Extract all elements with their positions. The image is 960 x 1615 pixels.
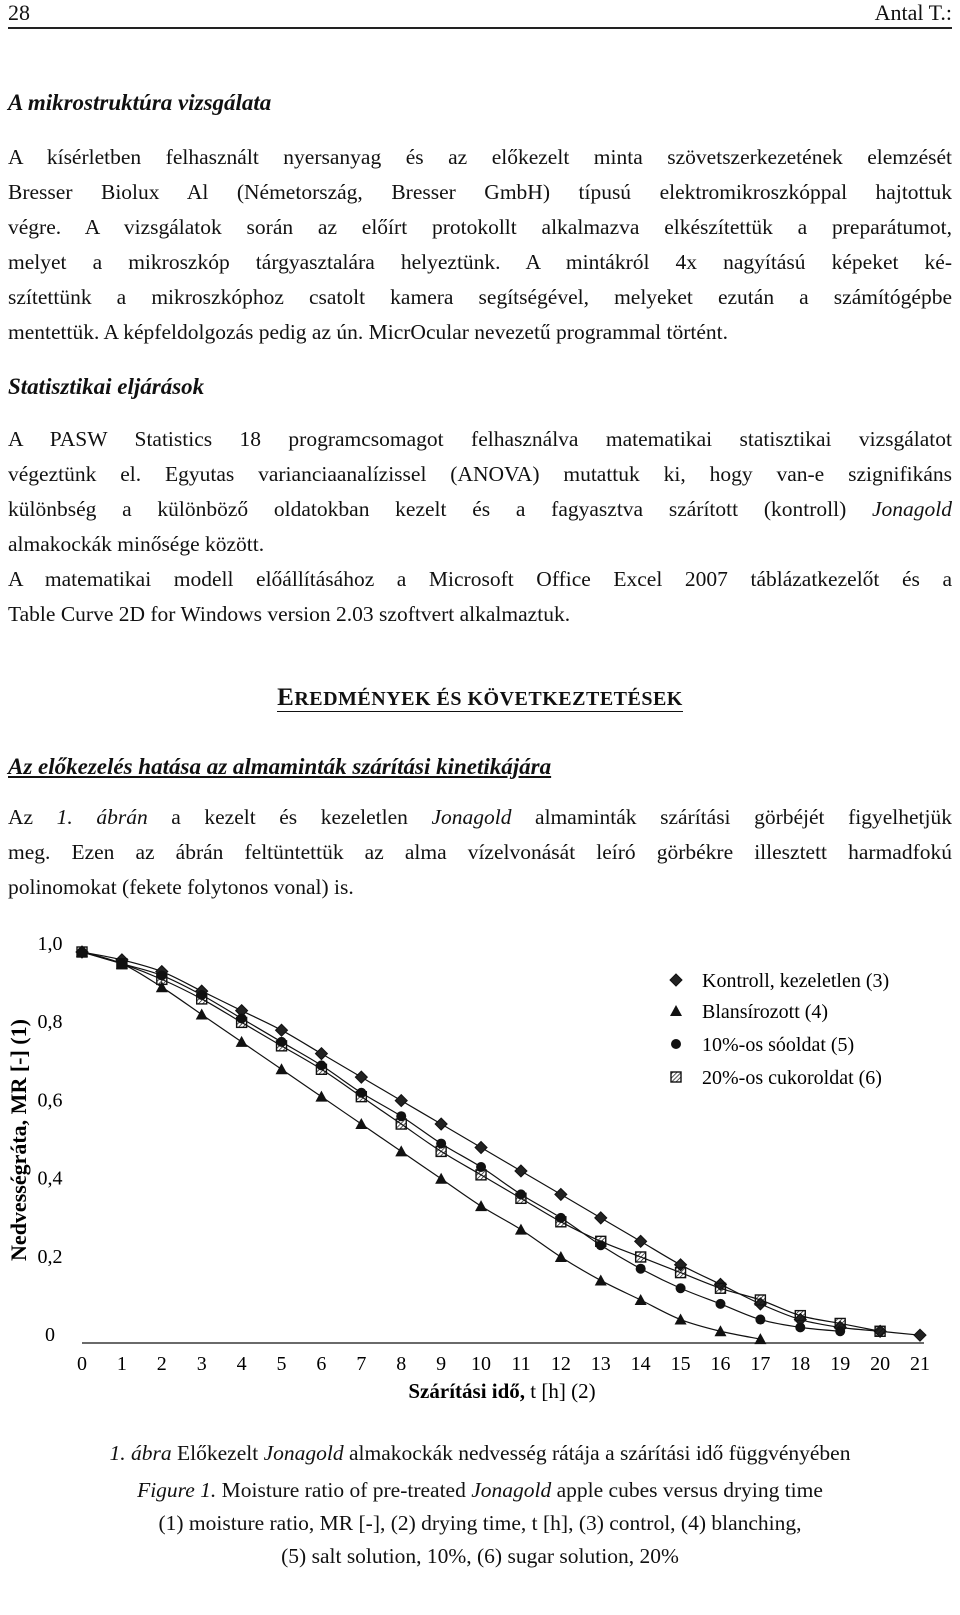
x-tick-label: 5 bbox=[276, 1353, 287, 1375]
data-point-circle bbox=[715, 1299, 725, 1309]
legend-entry-label: Kontroll, kezeletlen (3) bbox=[702, 970, 890, 992]
x-tick-label: 11 bbox=[511, 1353, 531, 1375]
text-line: polinomokat (fekete folytonos vonal) is. bbox=[8, 875, 354, 899]
legend-entry-label: Blansírozott (4) bbox=[702, 1001, 829, 1023]
data-point-square bbox=[596, 1236, 606, 1246]
figure-label: Figure 1. bbox=[137, 1478, 217, 1502]
subsection-title: Az előkezelés hatása az almaminták szárítási kinetikájára bbox=[8, 754, 552, 779]
data-point-diamond bbox=[435, 1118, 447, 1130]
heading-initial: E bbox=[277, 684, 295, 711]
x-tick-label: 21 bbox=[910, 1353, 930, 1375]
page-number: 28 bbox=[8, 0, 30, 25]
data-point-triangle bbox=[355, 1118, 367, 1129]
x-tick-label: 14 bbox=[630, 1353, 651, 1375]
data-point-diamond bbox=[355, 1071, 367, 1083]
data-point-triangle bbox=[196, 1009, 208, 1020]
section-title-microstructure: A mikrostruktúra vizsgálata bbox=[8, 90, 272, 115]
data-point-triangle bbox=[435, 1173, 447, 1184]
text-line: A matematikai modell előállításához a Microsoft Office Excel 2007 táblázatkezelőt és a bbox=[8, 567, 952, 591]
data-point-diamond bbox=[595, 1212, 607, 1224]
x-tick-label: 7 bbox=[356, 1353, 367, 1375]
y-tick-label: 0 bbox=[45, 1324, 55, 1346]
text-line: melyet a mikroszkóp tárgyasztalára helyeztünk. A mintákról 4x nagyítású képeket ké- bbox=[8, 250, 952, 274]
data-point-triangle bbox=[635, 1294, 647, 1305]
drying-curve-chart bbox=[0, 930, 960, 1410]
data-point-square bbox=[636, 1252, 646, 1262]
caption-text: almakockák nedvesség rátája a szárítási idő függvényében bbox=[349, 1441, 851, 1465]
data-point-triangle bbox=[595, 1274, 607, 1285]
x-tick-label: 17 bbox=[750, 1353, 771, 1375]
text-line: Bresser Biolux Al (Németország, Bresser GmbH) típusú elektromikroszkóppal hajtottuk bbox=[8, 180, 952, 204]
text-line: végeztünk el. Egyutas varianciaanalízissel (ANOVA) mutattuk ki, hogy van-e szignifikáns bbox=[8, 462, 952, 486]
text-line bbox=[8, 800, 952, 835]
running-author: Antal T.: bbox=[874, 0, 952, 25]
caption-text: Moisture ratio of pre-treated bbox=[221, 1478, 466, 1502]
x-tick-label: 15 bbox=[670, 1353, 691, 1375]
text-line: almakockák minősége között. bbox=[8, 532, 265, 556]
chart-legend bbox=[670, 970, 889, 1089]
fit-curve bbox=[82, 952, 760, 1339]
data-point-diamond bbox=[276, 1024, 288, 1036]
data-point-triangle bbox=[276, 1063, 288, 1074]
data-point-square bbox=[197, 994, 207, 1004]
x-tick-label: 19 bbox=[830, 1353, 851, 1375]
y-axis-label: Nedvességráta, MR [-] (1) bbox=[6, 1019, 31, 1261]
tick-labels bbox=[38, 933, 931, 1375]
y-tick-label: 0,4 bbox=[37, 1167, 63, 1190]
data-point-square bbox=[396, 1119, 406, 1129]
data-point-diamond bbox=[475, 1142, 487, 1154]
text-line: A kísérletben felhasznált nyersanyag és az előkezelt minta szövetszerkezetének elemzését bbox=[8, 145, 952, 169]
x-tick-label: 18 bbox=[790, 1353, 811, 1375]
data-point-square bbox=[676, 1268, 686, 1278]
data-point-square bbox=[835, 1318, 845, 1328]
text-line bbox=[8, 492, 952, 527]
data-point-square bbox=[316, 1064, 326, 1074]
caption-legend-line: (5) salt solution, 10%, (6) sugar solution, 20% bbox=[281, 1544, 679, 1568]
paragraph-statistics bbox=[8, 422, 952, 632]
x-axis-label-rest: t [h] (2) bbox=[530, 1379, 596, 1403]
caption-text: apple cubes versus drying time bbox=[556, 1478, 823, 1502]
data-point-square bbox=[755, 1295, 765, 1305]
x-tick-label: 8 bbox=[396, 1353, 407, 1375]
text-line: A PASW Statistics 18 programcsomagot felhasználva matematikai statisztikai vizsgálatot bbox=[8, 427, 952, 451]
data-point-square bbox=[117, 959, 127, 969]
x-tick-label: 20 bbox=[870, 1353, 891, 1375]
data-point-square bbox=[715, 1283, 725, 1293]
data-point-diamond bbox=[395, 1095, 407, 1107]
legend-entry-label: 20%-os cukoroldat (6) bbox=[702, 1067, 882, 1089]
figure-ref: 1. ábrán bbox=[56, 805, 148, 829]
caption-text: Előkezelt bbox=[177, 1441, 259, 1465]
text-segment: Az bbox=[8, 805, 34, 829]
data-point-triangle bbox=[395, 1145, 407, 1156]
data-point-square bbox=[875, 1326, 885, 1336]
y-tick-label: 0,6 bbox=[37, 1089, 63, 1112]
cultivar-name: Jonagold bbox=[471, 1478, 552, 1502]
text-segment: almaminták szárítási görbéjét figyelhetjük bbox=[535, 805, 952, 829]
cultivar-name: Jonagold bbox=[871, 497, 953, 521]
data-point-square bbox=[671, 1072, 681, 1082]
data-point-triangle bbox=[236, 1036, 248, 1047]
x-tick-label: 16 bbox=[710, 1353, 731, 1375]
y-tick-label: 0,8 bbox=[37, 1011, 63, 1034]
data-point-diamond bbox=[670, 974, 682, 986]
y-tick-label: 1,0 bbox=[37, 933, 63, 955]
legend-entry-label: 10%-os sóoldat (5) bbox=[702, 1034, 855, 1056]
text-segment: a kezelt és kezeletlen bbox=[171, 805, 408, 829]
x-tick-label: 9 bbox=[436, 1353, 447, 1375]
data-point-circle bbox=[671, 1039, 681, 1049]
header-rule bbox=[8, 27, 952, 29]
heading-smallcaps: REDMÉNYEK ÉS KÖVETKEZTETÉSEK bbox=[294, 688, 683, 710]
x-tick-label: 10 bbox=[471, 1353, 492, 1375]
figure-label: 1. ábra bbox=[109, 1441, 172, 1465]
data-point-square bbox=[476, 1170, 486, 1180]
data-point-triangle bbox=[670, 1005, 682, 1016]
text-line: mentettük. A képfeldolgozás pedig az ún. MicrOcular nevezetű programmal történt. bbox=[8, 320, 729, 344]
figure-caption-en bbox=[0, 1474, 960, 1507]
x-tick-label: 13 bbox=[590, 1353, 611, 1375]
x-tick-label: 4 bbox=[236, 1353, 247, 1375]
data-point-diamond bbox=[555, 1188, 567, 1200]
x-tick-label: 6 bbox=[316, 1353, 327, 1375]
data-point-square bbox=[436, 1146, 446, 1156]
data-point-square bbox=[516, 1193, 526, 1203]
data-point-circle bbox=[636, 1264, 646, 1274]
data-point-circle bbox=[755, 1315, 765, 1325]
text-line: meg. Ezen az ábrán feltüntettük az alma vízelvonását leíró görbékre illesztett harmadfokú bbox=[8, 840, 952, 864]
data-point-square bbox=[77, 947, 87, 957]
data-point-square bbox=[356, 1092, 366, 1102]
caption-legend-line: (1) moisture ratio, MR [-], (2) drying time, t [h], (3) control, (4) blanching, bbox=[158, 1511, 802, 1535]
x-tick-label: 1 bbox=[116, 1353, 127, 1375]
results-heading-text bbox=[277, 685, 683, 712]
paragraph-pretreatment bbox=[8, 800, 952, 905]
x-tick-label: 3 bbox=[196, 1353, 207, 1375]
text-line: szítettünk a mikroszkóphoz csatolt kamera segítségével, melyeket ezután a számítógépbe bbox=[8, 285, 952, 309]
paragraph-microstructure bbox=[8, 140, 952, 350]
text-line: végre. A vizsgálatok során az előírt protokollt alkalmazva elkészítettük a preparátumot, bbox=[8, 215, 952, 239]
data-point-circle bbox=[676, 1283, 686, 1293]
data-point-circle bbox=[795, 1322, 805, 1332]
figure-caption-hu bbox=[0, 1437, 960, 1470]
cultivar-name: Jonagold bbox=[263, 1441, 344, 1465]
data-point-square bbox=[237, 1017, 247, 1027]
section-title-statistics: Statisztikai eljárások bbox=[8, 374, 205, 399]
data-point-square bbox=[277, 1041, 287, 1051]
cultivar-name: Jonagold bbox=[431, 805, 512, 829]
x-axis-label-bold: Szárítási idő, bbox=[408, 1379, 526, 1403]
data-point-triangle bbox=[515, 1224, 527, 1235]
data-point-square bbox=[556, 1217, 566, 1227]
y-tick-label: 0,2 bbox=[37, 1245, 63, 1268]
x-tick-label: 0 bbox=[77, 1353, 87, 1375]
data-point-triangle bbox=[315, 1091, 327, 1102]
text-line: Table Curve 2D for Windows version 2.03 szoftvert alkalmaztuk. bbox=[8, 602, 571, 626]
data-point-triangle bbox=[555, 1251, 567, 1262]
data-point-diamond bbox=[515, 1165, 527, 1177]
data-point-triangle bbox=[475, 1200, 487, 1211]
x-tick-label: 12 bbox=[550, 1353, 571, 1375]
x-axis-label bbox=[408, 1379, 595, 1403]
data-point-square bbox=[795, 1311, 805, 1321]
data-point-diamond bbox=[914, 1329, 926, 1341]
x-tick-label: 2 bbox=[156, 1353, 167, 1375]
data-point-square bbox=[157, 974, 167, 984]
data-point-diamond bbox=[635, 1235, 647, 1247]
results-heading bbox=[0, 684, 960, 712]
data-point-diamond bbox=[315, 1048, 327, 1060]
data-point-triangle bbox=[675, 1314, 687, 1325]
text-segment: különbség a különböző oldatokban kezelt és a fagyasztva szárított (kontroll) bbox=[8, 497, 847, 521]
